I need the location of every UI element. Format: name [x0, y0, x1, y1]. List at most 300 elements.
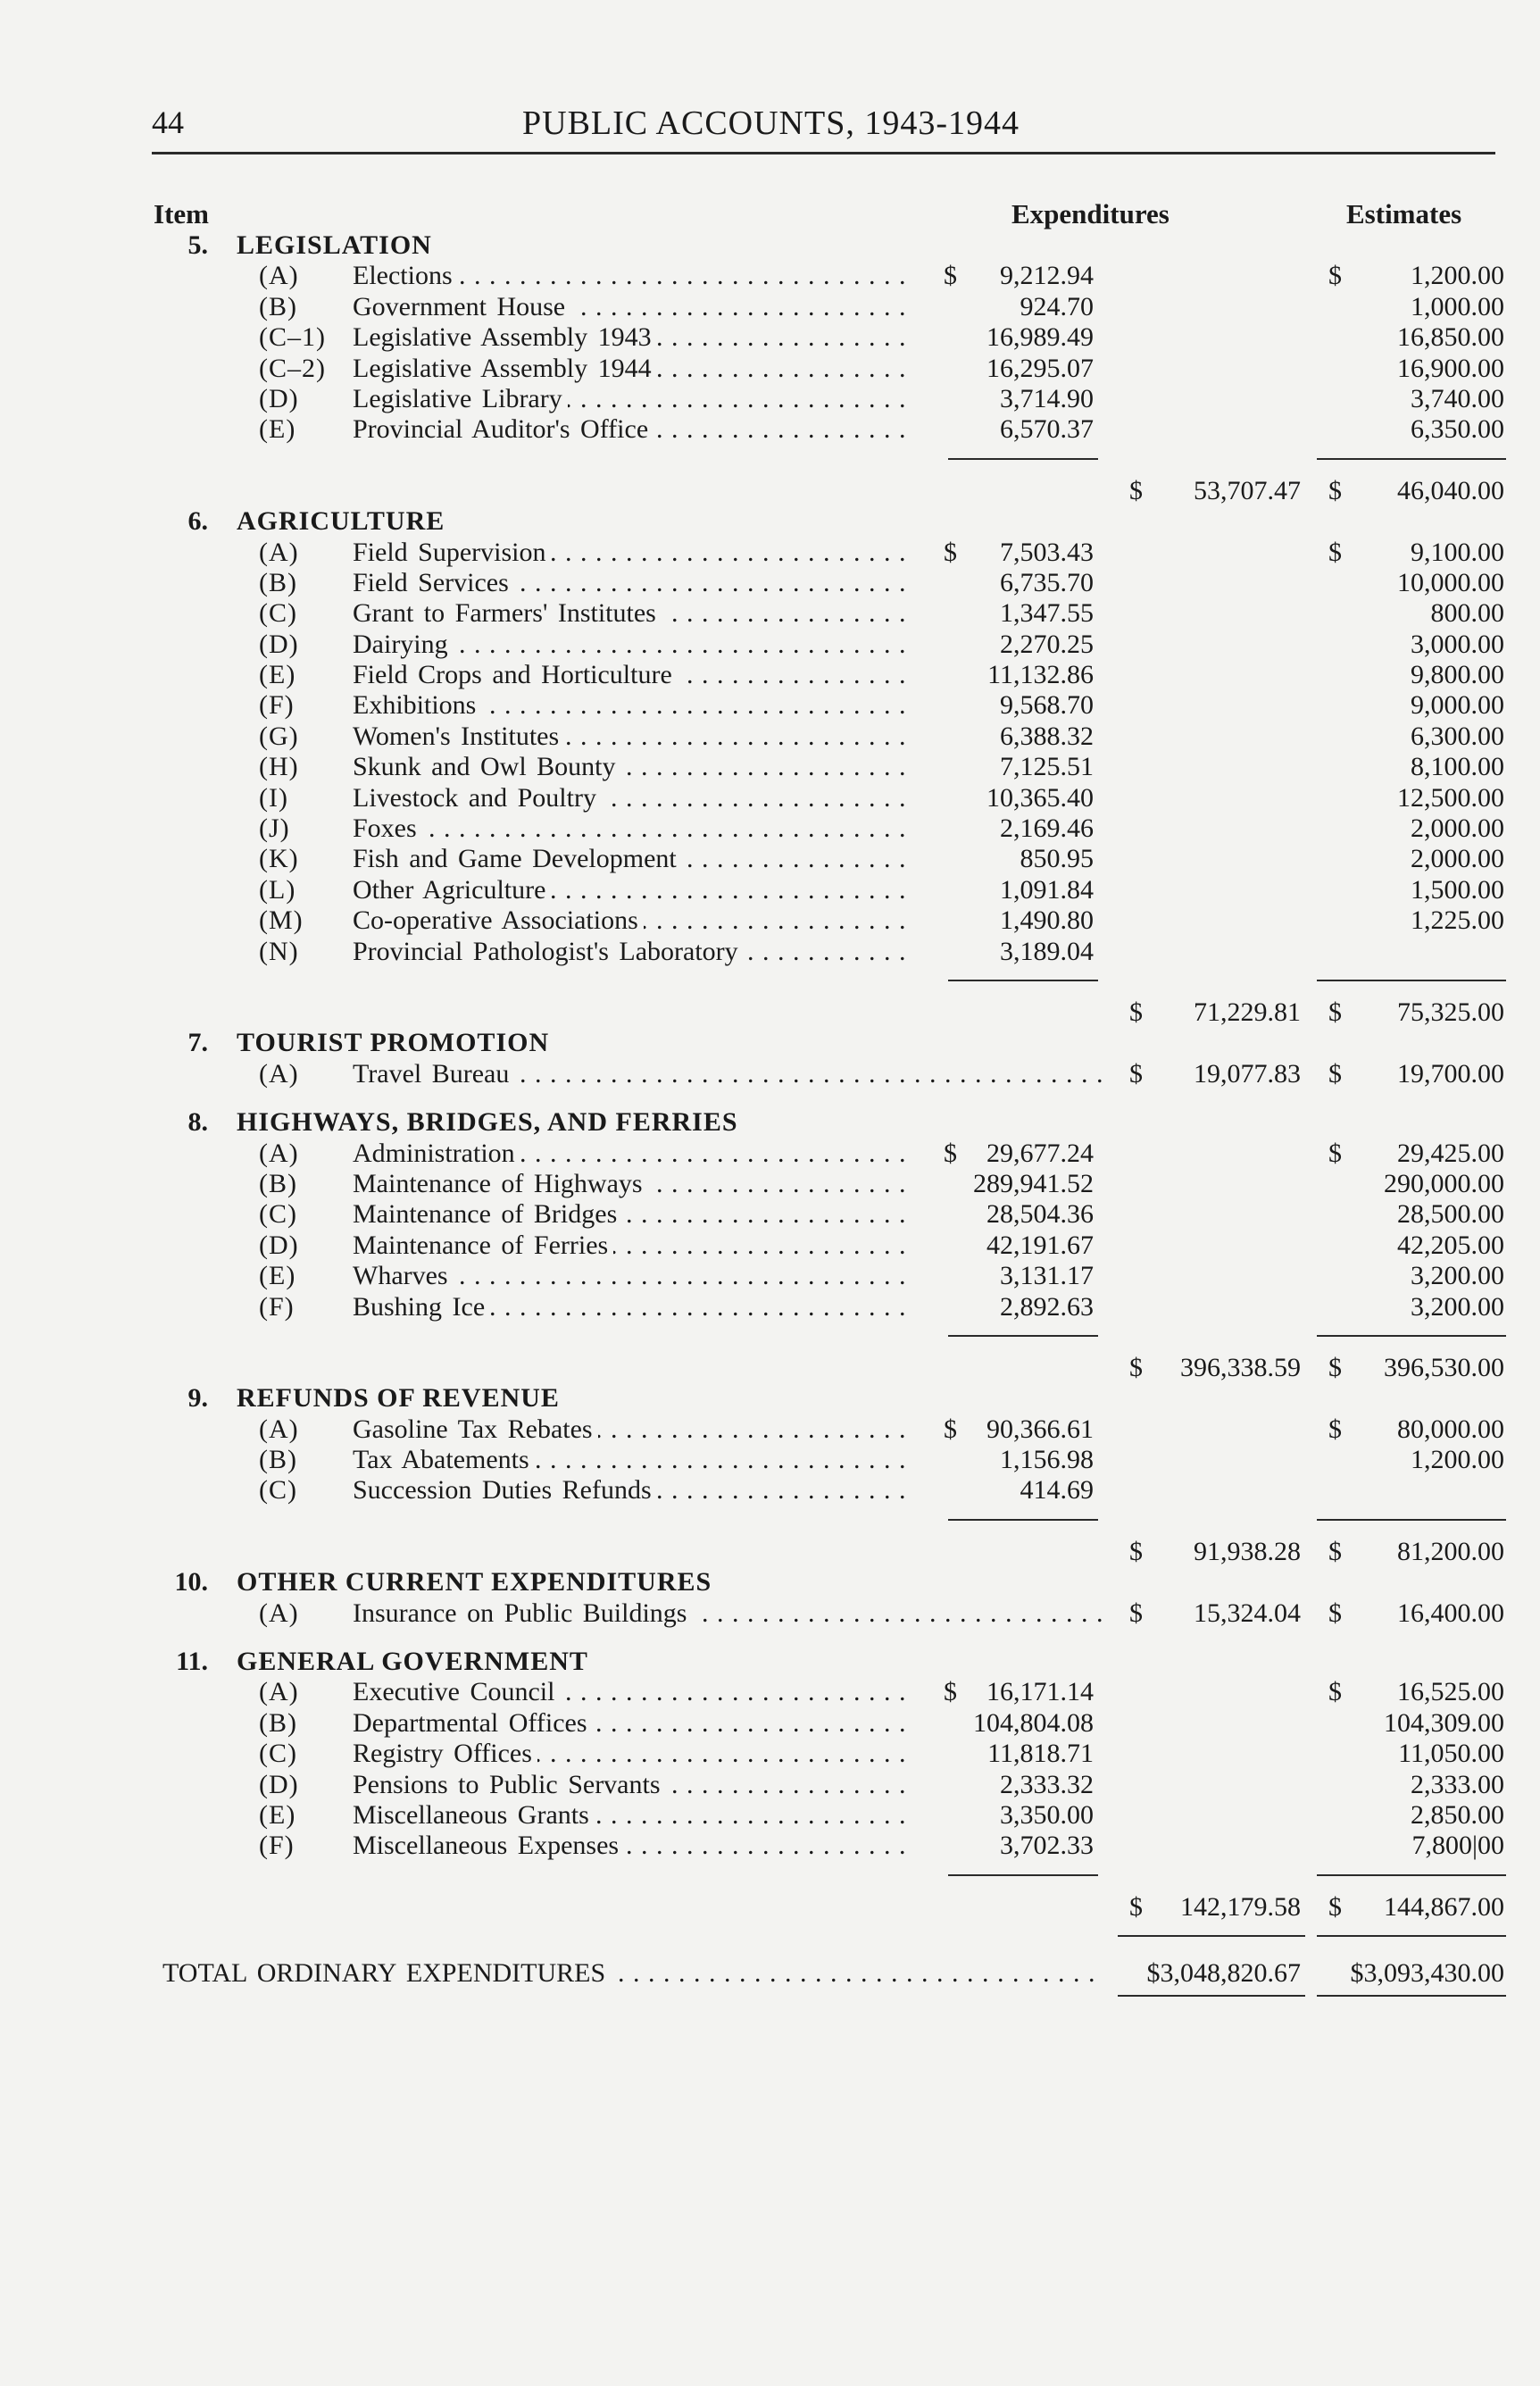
item-code: (E): [259, 414, 296, 445]
section-number: 9.: [187, 1383, 208, 1414]
section-number: 10.: [174, 1567, 208, 1598]
column-header-estimates: Estimates: [1346, 198, 1462, 229]
section-total-expenditure: 142,179.58: [1180, 1891, 1301, 1922]
expenditure-amount: 16,171.14: [986, 1677, 1094, 1707]
estimate-amount: 800.00: [1430, 598, 1504, 629]
item-description: [353, 1414, 915, 1445]
item-description-text: Executive Council: [353, 1677, 560, 1706]
section-heading: [0, 1567, 1540, 1598]
expenditure-amount: 414.69: [1020, 1475, 1094, 1506]
grand-total-rule-exp: [1118, 1935, 1305, 1937]
spacer: [0, 1629, 1540, 1647]
expenditure-amount: 11,132.86: [987, 660, 1094, 690]
estimate-amount: 42,205.00: [1397, 1230, 1504, 1260]
section-heading: [0, 1383, 1540, 1414]
expenditure-amount: 6,388.32: [1000, 721, 1094, 751]
item-description: [353, 1800, 915, 1831]
currency-symbol: $: [1328, 1352, 1342, 1382]
grand-total-label-text: TOTAL ORDINARY EXPENDITURES: [162, 1958, 611, 1988]
line-item: [0, 354, 1540, 384]
currency-symbol: $: [1328, 1138, 1342, 1168]
item-description: [353, 1199, 915, 1230]
line-item: [0, 1708, 1540, 1739]
item-description-text: Bushing Ice: [353, 1292, 490, 1322]
expenditure-amount: 850.95: [1020, 844, 1094, 874]
estimate-amount: 3,200.00: [1411, 1261, 1504, 1291]
item-code: (N): [259, 936, 299, 966]
page-title: PUBLIC ACCOUNTS, 1943-1944: [522, 104, 1020, 142]
section-heading: [0, 1647, 1540, 1677]
estimate-amount: 8,100.00: [1411, 752, 1504, 782]
line-item: [0, 538, 1540, 568]
item-code: (D): [259, 1230, 299, 1260]
item-description: [353, 322, 915, 353]
section-total-estimate: 81,200.00: [1397, 1536, 1504, 1566]
item-description: [353, 937, 915, 967]
line-item: [0, 1800, 1540, 1831]
currency-symbol: $: [944, 1677, 957, 1707]
ledger-table: [0, 230, 1540, 2007]
item-code: (A): [259, 261, 299, 291]
item-description: [353, 690, 915, 721]
section-total: [0, 1892, 1540, 1923]
expenditure-amount: 2,892.63: [1000, 1291, 1094, 1322]
item-description: [353, 1475, 915, 1506]
item-description-text: Dairying: [353, 630, 454, 659]
estimate-amount: 29,425.00: [1397, 1138, 1504, 1168]
expenditure-amount: 1,490.80: [1000, 905, 1094, 936]
item-description: [353, 1445, 915, 1475]
expenditure-amount: 15,324.04: [1194, 1598, 1301, 1628]
expenditure-amount: 104,804.08: [973, 1707, 1094, 1738]
item-description: [353, 1831, 915, 1861]
item-description: [353, 414, 915, 445]
column-header-item: Item: [154, 198, 209, 229]
spacer: [0, 1089, 1540, 1107]
page-number: 44: [152, 104, 184, 140]
item-code: (I): [259, 782, 288, 813]
expenditure-amount: 3,702.33: [1000, 1831, 1094, 1861]
expenditure-amount: 11,818.71: [987, 1739, 1094, 1769]
line-item: [0, 783, 1540, 813]
currency-symbol: $: [944, 1414, 957, 1444]
item-description: [353, 1169, 915, 1199]
currency-symbol: $: [1328, 261, 1342, 291]
item-code: (D): [259, 629, 299, 659]
section-total: [0, 476, 1540, 506]
expenditure-amount: 924.70: [1020, 291, 1094, 321]
item-description-text: Legislative Assembly 1944: [353, 354, 657, 383]
item-code: (C–1): [259, 322, 326, 353]
estimate-amount: 19,700.00: [1397, 1058, 1504, 1089]
currency-symbol: $: [944, 261, 957, 291]
expenditure-subtotal-rule: [948, 458, 1098, 460]
item-description-text: Travel Bureau: [353, 1059, 514, 1089]
currency-symbol: $: [1328, 1414, 1342, 1444]
item-description: [353, 660, 915, 690]
section-number: 11.: [176, 1647, 208, 1677]
expenditure-amount: 2,169.46: [1000, 813, 1094, 844]
estimate-amount: 6,350.00: [1411, 414, 1504, 445]
item-description-text: Women's Institutes: [353, 722, 564, 751]
grand-total-underline-est: [1317, 1995, 1506, 1997]
expenditure-amount: 28,504.36: [986, 1199, 1094, 1230]
item-code: (B): [259, 1707, 297, 1738]
currency-symbol: $: [1328, 1598, 1342, 1628]
expenditure-amount: 7,503.43: [1000, 537, 1094, 567]
currency-symbol: $: [1328, 475, 1342, 505]
section-title: GENERAL GOVERNMENT: [237, 1647, 588, 1677]
estimate-amount: 28,500.00: [1397, 1199, 1504, 1230]
section-title: REFUNDS OF REVENUE: [237, 1383, 560, 1414]
item-code: (A): [259, 537, 299, 567]
section-total-expenditure: 91,938.28: [1194, 1536, 1301, 1566]
expenditure-amount: 42,191.67: [986, 1230, 1094, 1260]
currency-symbol: $: [1129, 997, 1143, 1027]
section-total-estimate: 46,040.00: [1397, 475, 1504, 505]
subtotal-rule: [0, 1322, 1540, 1353]
estimate-amount: 9,100.00: [1411, 537, 1504, 567]
line-item: [0, 752, 1540, 782]
expenditure-amount: 6,570.37: [1000, 414, 1094, 445]
line-item: [0, 1139, 1540, 1169]
item-description-text: Co-operative Associations: [353, 905, 644, 935]
item-code: (B): [259, 1445, 297, 1475]
line-item: [0, 598, 1540, 629]
estimate-amount: 2,000.00: [1411, 844, 1504, 874]
item-description-text: Legislative Assembly 1943: [353, 322, 657, 352]
section-title: OTHER CURRENT EXPENDITURES: [237, 1567, 712, 1598]
item-description: [353, 630, 915, 660]
currency-symbol: $: [1129, 1536, 1143, 1566]
item-code: (L): [259, 874, 296, 905]
item-description: [353, 1739, 915, 1769]
item-code: (G): [259, 721, 299, 751]
expenditure-amount: 1,347.55: [1000, 598, 1094, 629]
item-code: (A): [259, 1058, 299, 1089]
expenditure-amount: 90,366.61: [986, 1414, 1094, 1444]
item-description-text: Other Agriculture: [353, 875, 551, 905]
expenditure-amount: 2,270.25: [1000, 629, 1094, 659]
expenditure-amount: 2,333.32: [1000, 1769, 1094, 1799]
grand-total-label: [162, 1958, 1100, 1989]
line-item: [0, 1677, 1540, 1707]
item-description: [353, 1770, 915, 1800]
estimate-subtotal-rule: [1317, 980, 1506, 981]
item-description-text: Wharves: [353, 1261, 454, 1290]
grand-total-row: [0, 1958, 1540, 1989]
estimate-amount: 16,400.00: [1397, 1598, 1504, 1628]
expenditure-amount: 3,131.17: [1000, 1261, 1094, 1291]
line-item: [0, 1169, 1540, 1199]
item-description-text: Exhibitions: [353, 690, 481, 720]
item-description: [353, 752, 915, 782]
line-item: [0, 1598, 1540, 1629]
line-item: [0, 722, 1540, 752]
estimate-amount: 2,000.00: [1411, 813, 1504, 844]
currency-symbol: $: [1129, 475, 1143, 505]
section-title: LEGISLATION: [237, 230, 432, 260]
section-total-expenditure: 71,229.81: [1194, 997, 1301, 1027]
estimate-amount: 1,200.00: [1411, 1445, 1504, 1475]
line-item: [0, 690, 1540, 721]
expenditure-subtotal-rule: [948, 1335, 1098, 1337]
item-description-text: Grant to Farmers' Institutes: [353, 598, 662, 628]
grand-total-underline-exp: [1118, 1995, 1305, 1997]
expenditure-subtotal-rule: [948, 980, 1098, 981]
estimate-amount: 9,000.00: [1411, 690, 1504, 721]
item-code: (B): [259, 567, 297, 597]
item-description: [353, 905, 915, 936]
line-item: [0, 384, 1540, 414]
item-code: (B): [259, 291, 297, 321]
item-description: [353, 1261, 915, 1291]
estimate-amount: 6,300.00: [1411, 721, 1504, 751]
section-number: 6.: [187, 506, 208, 537]
item-description-text: Maintenance of Bridges: [353, 1199, 622, 1229]
expenditure-amount: 3,714.90: [1000, 383, 1094, 413]
item-code: (A): [259, 1677, 299, 1707]
subtotal-rule: [0, 967, 1540, 997]
item-description-text: Pensions to Public Servants: [353, 1770, 666, 1799]
item-code: (A): [259, 1598, 299, 1628]
line-item: [0, 322, 1540, 353]
line-item: [0, 1199, 1540, 1230]
item-description-text: Maintenance of Highways: [353, 1169, 648, 1198]
item-description-text: Miscellaneous Grants: [353, 1800, 595, 1830]
grand-total-rule: [0, 1923, 1540, 1958]
grand-total-underline: [0, 1990, 1540, 2007]
item-code: (D): [259, 383, 299, 413]
item-code: (J): [259, 813, 290, 844]
item-description: [353, 354, 915, 384]
currency-symbol: $: [1129, 1891, 1143, 1922]
item-description-text: Tax Abatements: [353, 1445, 535, 1474]
currency-symbol: $: [1328, 1536, 1342, 1566]
item-description-text: Field Crops and Horticulture: [353, 660, 678, 689]
item-description-text: Insurance on Public Buildings: [353, 1598, 692, 1628]
section-total-expenditure: 53,707.47: [1194, 475, 1301, 505]
expenditure-amount: 1,091.84: [1000, 874, 1094, 905]
section-total-estimate: 396,530.00: [1384, 1352, 1504, 1382]
currency-symbol: $: [1328, 1058, 1342, 1089]
item-code: (A): [259, 1414, 299, 1444]
item-description-text: Gasoline Tax Rebates: [353, 1414, 598, 1444]
expenditure-amount: 19,077.83: [1194, 1058, 1301, 1089]
section-title: AGRICULTURE: [237, 506, 445, 537]
item-description-text: Livestock and Poultry: [353, 783, 602, 813]
expenditure-subtotal-rule: [948, 1874, 1098, 1876]
item-description: [353, 1059, 1103, 1089]
section-total: [0, 997, 1540, 1028]
estimate-amount: 290,000.00: [1384, 1168, 1504, 1198]
section-heading: [0, 1107, 1540, 1138]
item-code: (C): [259, 598, 297, 629]
item-code: (E): [259, 660, 296, 690]
estimate-amount: 7,800|00: [1411, 1831, 1504, 1861]
item-code: (E): [259, 1261, 296, 1291]
line-item: [0, 1475, 1540, 1506]
item-description: [353, 1708, 915, 1739]
column-header-expenditures: Expenditures: [1011, 198, 1170, 229]
expenditure-amount: 3,189.04: [1000, 936, 1094, 966]
currency-symbol: $: [1129, 1598, 1143, 1628]
subtotal-rule: [0, 1862, 1540, 1892]
item-code: (F): [259, 1291, 295, 1322]
item-code: (C): [259, 1475, 297, 1506]
estimate-subtotal-rule: [1317, 1519, 1506, 1521]
item-description-text: Miscellaneous Expenses: [353, 1831, 624, 1860]
estimate-subtotal-rule: [1317, 458, 1506, 460]
line-item: [0, 1770, 1540, 1800]
item-code: (C): [259, 1199, 297, 1230]
section-number: 5.: [187, 230, 208, 260]
expenditure-amount: 7,125.51: [1000, 752, 1094, 782]
expenditure-amount: 29,677.24: [986, 1138, 1094, 1168]
section-total-estimate: 75,325.00: [1397, 997, 1504, 1027]
item-description: [353, 1292, 915, 1322]
expenditure-amount: 289,941.52: [973, 1168, 1094, 1198]
line-item: [0, 1261, 1540, 1291]
line-item: [0, 292, 1540, 322]
item-description: [353, 1677, 915, 1707]
section-total: [0, 1537, 1540, 1567]
currency-symbol: $: [1129, 1352, 1143, 1382]
section-total: [0, 1353, 1540, 1383]
item-description-text: Skunk and Owl Bounty: [353, 752, 621, 781]
item-description-text: Provincial Auditor's Office: [353, 414, 653, 444]
estimate-amount: 80,000.00: [1397, 1414, 1504, 1444]
line-item: [0, 1231, 1540, 1261]
line-item: [0, 937, 1540, 967]
expenditure-amount: 9,568.70: [1000, 690, 1094, 721]
estimate-amount: 16,525.00: [1397, 1677, 1504, 1707]
line-item: [0, 568, 1540, 598]
item-code: (C–2): [259, 353, 326, 383]
line-item: [0, 1414, 1540, 1445]
item-description-text: Elections: [353, 261, 458, 290]
item-description: [353, 844, 915, 874]
estimate-amount: 12,500.00: [1397, 782, 1504, 813]
item-description: [353, 568, 915, 598]
item-description: [353, 538, 915, 568]
expenditure-amount: 16,989.49: [986, 322, 1094, 353]
grand-total-expenditure: $3,048,820.67: [1146, 1958, 1301, 1989]
expenditure-amount: 1,156.98: [1000, 1445, 1094, 1475]
expenditure-subtotal-rule: [948, 1519, 1098, 1521]
currency-symbol: $: [1328, 537, 1342, 567]
expenditure-amount: 6,735.70: [1000, 567, 1094, 597]
item-description: [353, 1139, 915, 1169]
line-item: [0, 1292, 1540, 1322]
item-description-text: Departmental Offices: [353, 1708, 593, 1738]
line-item: [0, 1831, 1540, 1861]
expenditure-amount: 3,350.00: [1000, 1799, 1094, 1830]
estimate-amount: 2,333.00: [1411, 1769, 1504, 1799]
item-code: (A): [259, 1138, 299, 1168]
estimate-subtotal-rule: [1317, 1874, 1506, 1876]
item-description-text: Succession Duties Refunds: [353, 1475, 657, 1505]
currency-symbol: $: [1328, 1677, 1342, 1707]
item-code: (F): [259, 690, 295, 721]
item-description: [353, 783, 915, 813]
item-description: [353, 722, 915, 752]
item-description: [353, 875, 915, 905]
section-title: HIGHWAYS, BRIDGES, AND FERRIES: [237, 1107, 738, 1138]
estimate-amount: 16,900.00: [1397, 353, 1504, 383]
estimate-amount: 3,200.00: [1411, 1291, 1504, 1322]
section-total-estimate: 144,867.00: [1384, 1891, 1504, 1922]
item-description-text: Provincial Pathologist's Laboratory: [353, 937, 744, 966]
subtotal-rule: [0, 1506, 1540, 1537]
currency-symbol: $: [1328, 1891, 1342, 1922]
line-item: [0, 813, 1540, 844]
estimate-amount: 10,000.00: [1397, 567, 1504, 597]
section-heading: [0, 506, 1540, 537]
line-item: [0, 660, 1540, 690]
line-item: [0, 1445, 1540, 1475]
section-title: TOURIST PROMOTION: [237, 1028, 550, 1058]
estimate-amount: 11,050.00: [1398, 1739, 1504, 1769]
currency-symbol: $: [944, 537, 957, 567]
item-code: (H): [259, 752, 299, 782]
item-description: [353, 1231, 915, 1261]
item-code: (K): [259, 844, 299, 874]
estimate-amount: 1,500.00: [1411, 874, 1504, 905]
line-item: [0, 844, 1540, 874]
grand-total-rule-est: [1317, 1935, 1506, 1937]
currency-symbol: $: [944, 1138, 957, 1168]
item-description-text: Maintenance of Ferries: [353, 1231, 613, 1260]
line-item: [0, 1059, 1540, 1089]
item-description: [353, 813, 915, 844]
item-description-text: Foxes: [353, 813, 422, 843]
item-description-text: Field Services: [353, 568, 514, 597]
line-item: [0, 414, 1540, 445]
estimate-amount: 1,000.00: [1411, 291, 1504, 321]
line-item: [0, 261, 1540, 291]
estimate-amount: 1,200.00: [1411, 261, 1504, 291]
item-code: (C): [259, 1739, 297, 1769]
page-header: [152, 96, 1491, 150]
estimate-amount: 9,800.00: [1411, 660, 1504, 690]
estimate-amount: 1,225.00: [1411, 905, 1504, 936]
item-code: (D): [259, 1769, 299, 1799]
section-heading: [0, 1028, 1540, 1058]
item-description: [353, 384, 915, 414]
item-description-text: Fish and Game Development: [353, 844, 682, 873]
item-description: [353, 1598, 1103, 1629]
section-heading: [0, 230, 1540, 261]
estimate-subtotal-rule: [1317, 1335, 1506, 1337]
item-description-text: Administration: [353, 1139, 520, 1168]
section-number: 8.: [187, 1107, 208, 1138]
grand-total-estimate: $3,093,430.00: [1350, 1958, 1504, 1989]
line-item: [0, 875, 1540, 905]
expenditure-amount: 16,295.07: [986, 353, 1094, 383]
estimate-amount: 2,850.00: [1411, 1799, 1504, 1830]
currency-symbol: $: [1328, 997, 1342, 1027]
item-code: (M): [259, 905, 304, 936]
item-description: [353, 261, 915, 291]
line-item: [0, 630, 1540, 660]
expenditure-amount: 9,212.94: [1000, 261, 1094, 291]
item-description: [353, 598, 915, 629]
header-rule: [152, 152, 1495, 154]
subtotal-rule: [0, 446, 1540, 476]
item-description-text: Government House: [353, 292, 570, 321]
item-description-text: Registry Offices: [353, 1739, 537, 1768]
